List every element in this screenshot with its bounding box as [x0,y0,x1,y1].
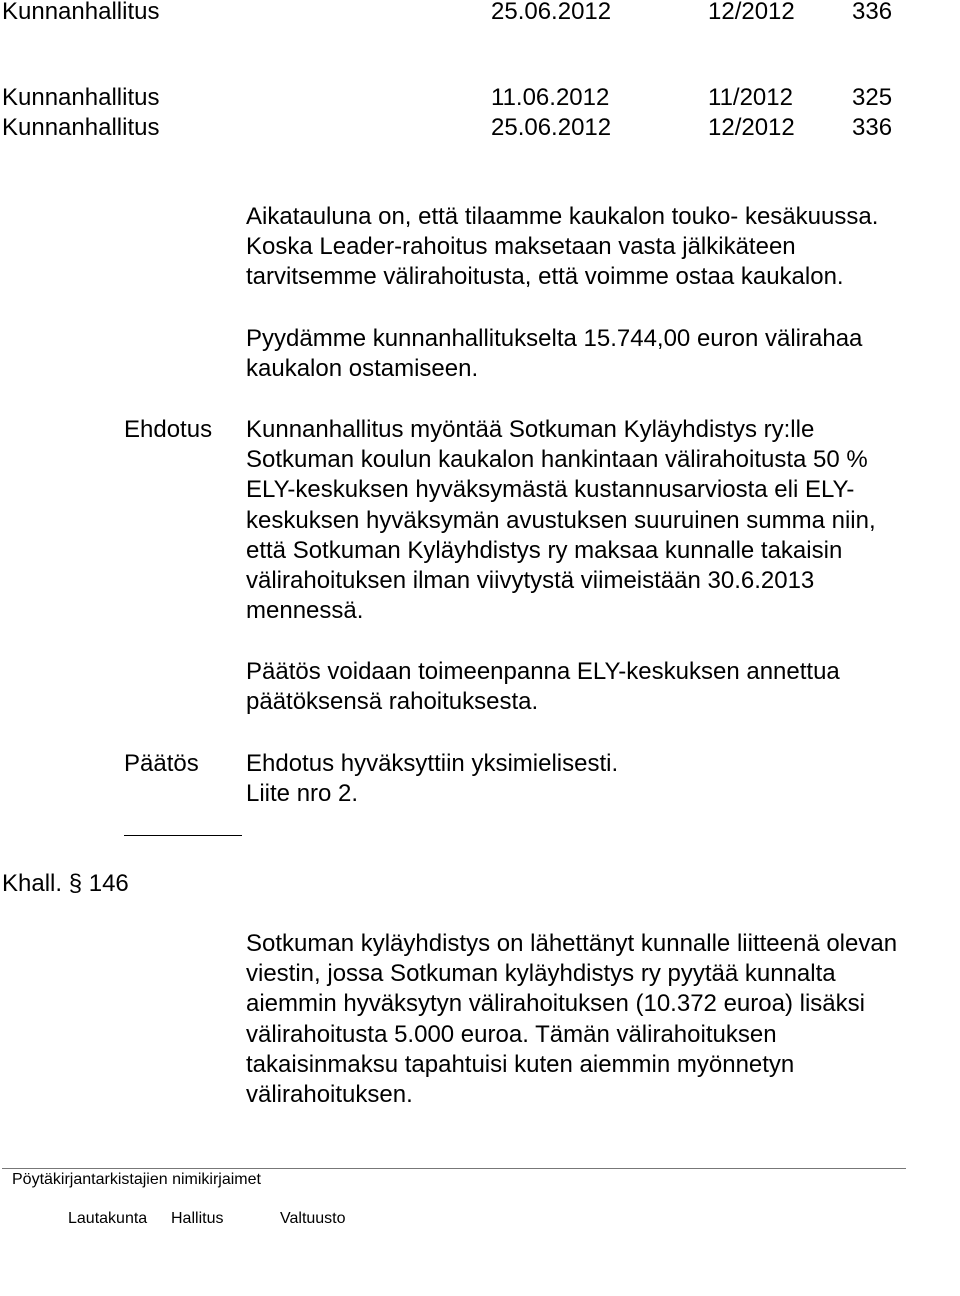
request-paragraph [246,324,862,384]
paragraph-line: välirahoitusta 5.000 euroa. Tämän välirahoituksen [246,1020,777,1048]
paragraph-line: mennessä. [246,597,364,625]
paragraph-line: kaukalon ostamiseen. [246,355,479,383]
reference-page: 336 [852,0,893,25]
paragraph-line: keskuksen hyväksymän avustuksen suuruinen summa niin, [246,506,876,534]
paragraph-line: tarvitsemme välirahoitusta, että voimme ostaa kaukalon. [246,263,844,291]
reference-date: 25.06.2012 [491,0,612,25]
proposal-paragraph [246,415,876,626]
reference-number: 11/2012 [708,84,793,111]
paragraph-line: että Sotkuman Kyläyhdistys ry maksaa kunnalle takaisin [246,536,843,564]
reference-body: Kunnanhallitus [2,84,160,111]
paragraph-line: Aikatauluna on, että tilaamme kaukalon touko- kesäkuussa. [246,203,879,230]
section-label: Khall. § 146 [2,870,129,897]
background-paragraph [246,202,878,293]
paragraph-line: Sotkuman koulun kaukalon hankintaan välirahoitusta 50 % [246,446,868,474]
reference-page: 336 [852,114,893,141]
paragraph-line: Pyydämme kunnanhallitukselta 15.744,00 euron välirahaa [246,325,863,352]
paragraph-line: aiemmin hyväksytyn välirahoituksen (10.372 euroa) lisäksi [246,990,865,1018]
paragraph-line: Kunnanhallitus myöntää Sotkuman Kyläyhdistys ry:lle [246,416,815,443]
footer-label-valtuusto: Valtuusto [280,1210,346,1227]
enforcement-paragraph [246,657,840,717]
paragraph-line: päätöksensä rahoituksesta. [246,688,539,716]
reference-body: Kunnanhallitus [2,114,160,141]
reference-body: Kunnanhallitus [2,0,160,25]
reference-date: 11.06.2012 [491,84,610,111]
paragraph-line: välirahoituksen ilman viivytystä viimeistään 30.6.2013 [246,567,815,595]
paragraph-line: Sotkuman kyläyhdistys on lähettänyt kunnalle liitteenä olevan [246,930,898,957]
decision-paragraph [246,749,618,809]
decision-label: Päätös [124,750,199,777]
footer-label-lautakunta: Lautakunta [68,1210,148,1227]
footer-title: Pöytäkirjantarkistajien nimikirjaimet [12,1171,261,1188]
paragraph-line: Ehdotus hyväksyttiin yksimielisesti. [246,750,619,777]
reference-date: 25.06.2012 [491,114,612,141]
paragraph-line: Päätös voidaan toimeenpanna ELY-keskuksen annettua [246,658,840,685]
paragraph-line: Koska Leader-rahoitus maksetaan vasta jälkikäteen [246,233,796,261]
reference-number: 12/2012 [708,114,795,141]
reference-page: 325 [852,84,893,111]
paragraph-line: ELY-keskuksen hyväksymästä kustannusarviosta eli ELY- [246,476,855,504]
section-paragraph [246,929,897,1110]
paragraph-line: välirahoituksen. [246,1081,413,1109]
proposal-label: Ehdotus [124,416,213,443]
paragraph-line: takaisinmaksu tapahtuisi kuten aiemmin myönnetyn [246,1050,795,1078]
paragraph-line: Liite nro 2. [246,780,359,808]
footer-label-hallitus: Hallitus [171,1210,224,1227]
section-divider [124,835,242,836]
reference-number: 12/2012 [708,0,795,25]
footer-divider [2,1168,906,1169]
paragraph-line: viestin, jossa Sotkuman kyläyhdistys ry pyytää kunnalta [246,960,836,988]
